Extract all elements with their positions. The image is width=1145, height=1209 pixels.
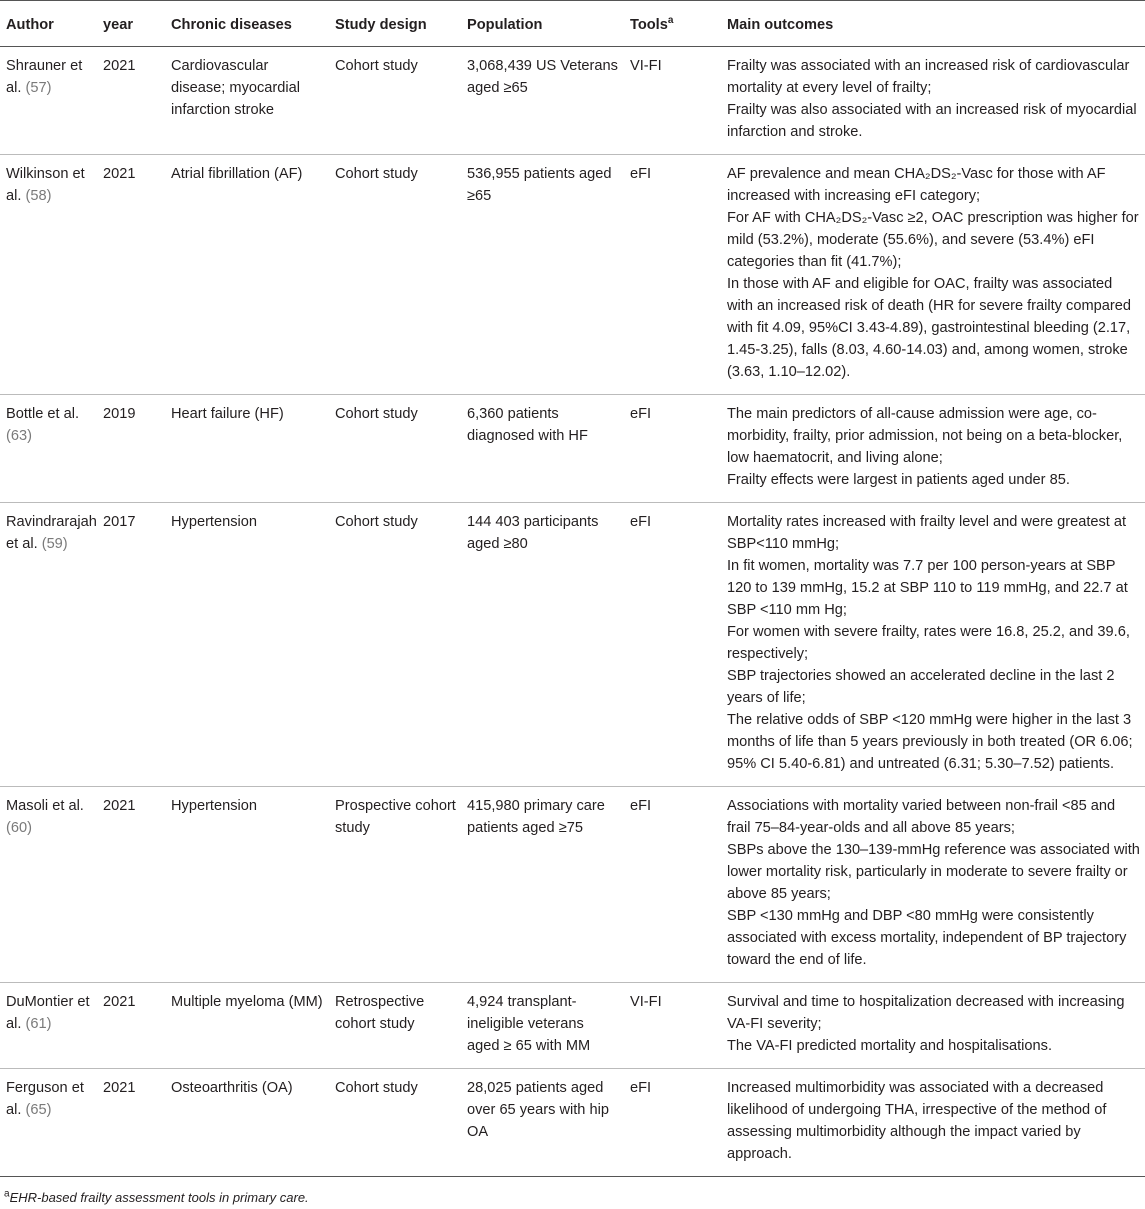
cell-design: Cohort study	[329, 503, 461, 787]
col-population: Population	[461, 1, 624, 47]
cell-design: Cohort study	[329, 47, 461, 155]
table-row	[0, 983, 1145, 1069]
cell-design: Retrospective cohort study	[329, 983, 461, 1069]
cell-population: 28,025 patients aged over 65 years with hip OA	[461, 1069, 624, 1177]
cell-year: 2021	[97, 787, 165, 983]
cell-population: 6,360 patients diagnosed with HF	[461, 395, 624, 503]
outcome-line: AF prevalence and mean CHA₂DS₂-Vasc for those with AF increased with increasing eFI category;	[727, 166, 1106, 204]
outcome-line: In those with AF and eligible for OAC, frailty was associated with an increased risk of death (HR for severe frailty compared with fit 4.09, 95%CI 3.43-4.89), gastrointestinal bleeding (2.17, 1.45-3.25), falls (8.03, 4.60-14.03) and, among women, stroke (3.63, 1.10–12.02).	[727, 276, 1131, 380]
cell-tools: eFI	[624, 787, 721, 983]
cell-diseases: Atrial fibrillation (AF)	[165, 155, 329, 395]
table-row	[0, 503, 1145, 787]
reference-link[interactable]: (57)	[25, 80, 52, 96]
outcome-line: Frailty was also associated with an increased risk of myocardial infarction and stroke.	[727, 102, 1137, 140]
cell-author	[0, 155, 97, 395]
cell-author	[0, 47, 97, 155]
cell-population: 144 403 participants aged ≥80	[461, 503, 624, 787]
cell-author	[0, 503, 97, 787]
author-name: DuMontier et al.	[6, 994, 90, 1032]
col-outcomes: Main outcomes	[721, 1, 1145, 47]
tools-footnote-mark: a	[667, 15, 674, 27]
cell-population: 415,980 primary care patients aged ≥75	[461, 787, 624, 983]
cell-population: 4,924 transplant-ineligible veterans aged ≥ 65 with MM	[461, 983, 624, 1069]
cell-author	[0, 1069, 97, 1177]
outcome-line: Frailty effects were largest in patients aged under 85.	[727, 472, 1070, 488]
author-name: Masoli et al.	[6, 798, 84, 814]
cell-design: Cohort study	[329, 395, 461, 503]
cell-outcomes	[721, 983, 1145, 1069]
table-footnote	[0, 1177, 1145, 1209]
outcome-line: In fit women, mortality was 7.7 per 100 person-years at SBP 120 to 139 mmHg, 15.2 at SBP 110 to 119 mmHg, and 22.7 at SBP <110 mm Hg;	[727, 558, 1128, 618]
cell-design: Cohort study	[329, 155, 461, 395]
col-author: Author	[0, 1, 97, 47]
footnote-mark: a	[4, 1188, 10, 1200]
table-row	[0, 155, 1145, 395]
cell-author	[0, 395, 97, 503]
table-row	[0, 47, 1145, 155]
header-row	[0, 1, 1145, 47]
outcome-line: Mortality rates increased with frailty level and were greatest at SBP<110 mmHg;	[727, 514, 1127, 552]
cell-year: 2021	[97, 155, 165, 395]
reference-link[interactable]: (63)	[6, 428, 32, 444]
cell-author	[0, 787, 97, 983]
outcome-line: Increased multimorbidity was associated with a decreased likelihood of undergoing THA, irrespective of the method of assessing multimorbidity although the impact varied by approach.	[727, 1080, 1107, 1162]
author-name: Ravindrarajah et al.	[6, 514, 97, 552]
reference-link[interactable]: (59)	[41, 536, 68, 552]
col-design: Study design	[329, 1, 461, 47]
cell-year: 2017	[97, 503, 165, 787]
table-row	[0, 1069, 1145, 1177]
col-diseases: Chronic diseases	[165, 1, 329, 47]
footnote-text: EHR-based frailty assessment tools in primary care.	[9, 1190, 309, 1205]
cell-diseases: Cardiovascular disease; myocardial infarction stroke	[165, 47, 329, 155]
col-year: year	[97, 1, 165, 47]
cell-diseases: Heart failure (HF)	[165, 395, 329, 503]
reference-link[interactable]: (65)	[25, 1102, 52, 1118]
outcome-line: Survival and time to hospitalization decreased with increasing VA-FI severity;	[727, 994, 1125, 1032]
cell-population: 536,955 patients aged ≥65	[461, 155, 624, 395]
outcome-line: For AF with CHA₂DS₂-Vasc ≥2, OAC prescription was higher for mild (53.2%), moderate (55.6%), and severe (53.4%) eFI categories than fit (41.7%);	[727, 210, 1139, 270]
cell-outcomes	[721, 503, 1145, 787]
cell-tools: VI-FI	[624, 983, 721, 1069]
cell-diseases: Hypertension	[165, 503, 329, 787]
cell-outcomes	[721, 787, 1145, 983]
cell-tools: eFI	[624, 155, 721, 395]
outcome-line: SBP trajectories showed an accelerated decline in the last 2 years of life;	[727, 668, 1115, 706]
cell-tools: eFI	[624, 503, 721, 787]
outcome-line: Frailty was associated with an increased risk of cardiovascular mortality at every level of frailty;	[727, 58, 1130, 96]
cell-design: Cohort study	[329, 1069, 461, 1177]
cell-year: 2021	[97, 983, 165, 1069]
table-row	[0, 787, 1145, 983]
cell-tools: eFI	[624, 1069, 721, 1177]
author-name: Ferguson et al.	[6, 1080, 84, 1118]
cell-outcomes	[721, 395, 1145, 503]
cell-year: 2021	[97, 47, 165, 155]
cell-outcomes	[721, 155, 1145, 395]
cell-diseases: Osteoarthritis (OA)	[165, 1069, 329, 1177]
author-name: Bottle et al.	[6, 406, 80, 422]
col-tools: Tools$^a$	[624, 1, 721, 47]
outcome-line: The main predictors of all-cause admission were age, co-morbidity, frailty, prior admission, not being on a beta-blocker, low haematocrit, and living alone;	[727, 406, 1123, 466]
outcome-line: For women with severe frailty, rates were 16.8, 25.2, and 39.6, respectively;	[727, 624, 1130, 662]
cell-tools: eFI	[624, 395, 721, 503]
author-name: Shrauner et al.	[6, 58, 83, 96]
outcome-line: SBPs above the 130–139-mmHg reference was associated with lower mortality risk, particularly in moderate to severe frailty or above 85 years;	[727, 842, 1140, 902]
outcome-line: The VA-FI predicted mortality and hospitalisations.	[727, 1038, 1052, 1054]
cell-tools: VI-FI	[624, 47, 721, 155]
reference-link[interactable]: (61)	[25, 1016, 52, 1032]
table-row	[0, 395, 1145, 503]
cell-year: 2021	[97, 1069, 165, 1177]
cell-outcomes	[721, 1069, 1145, 1177]
reference-link[interactable]: (58)	[25, 188, 52, 204]
outcome-line: The relative odds of SBP <120 mmHg were higher in the last 3 months of life than 5 years previously in both treated (OR 6.06; 95% CI 5.40-6.81) and untreated (6.31; 5.30–7.52) patients.	[727, 712, 1133, 772]
cell-outcomes	[721, 47, 1145, 155]
reference-link[interactable]: (60)	[6, 820, 32, 836]
cell-year: 2019	[97, 395, 165, 503]
author-name: Wilkinson et al.	[6, 166, 85, 204]
cell-author	[0, 983, 97, 1069]
outcome-line: SBP <130 mmHg and DBP <80 mmHg were consistently associated with excess mortality, independent of BP trajectory toward the end of life.	[727, 908, 1127, 968]
cell-design: Prospective cohort study	[329, 787, 461, 983]
cell-population: 3,068,439 US Veterans aged ≥65	[461, 47, 624, 155]
outcome-line: Associations with mortality varied between non-frail <85 and frail 75–84-year-olds and all above 85 years;	[727, 798, 1116, 836]
cell-diseases: Hypertension	[165, 787, 329, 983]
cell-diseases: Multiple myeloma (MM)	[165, 983, 329, 1069]
